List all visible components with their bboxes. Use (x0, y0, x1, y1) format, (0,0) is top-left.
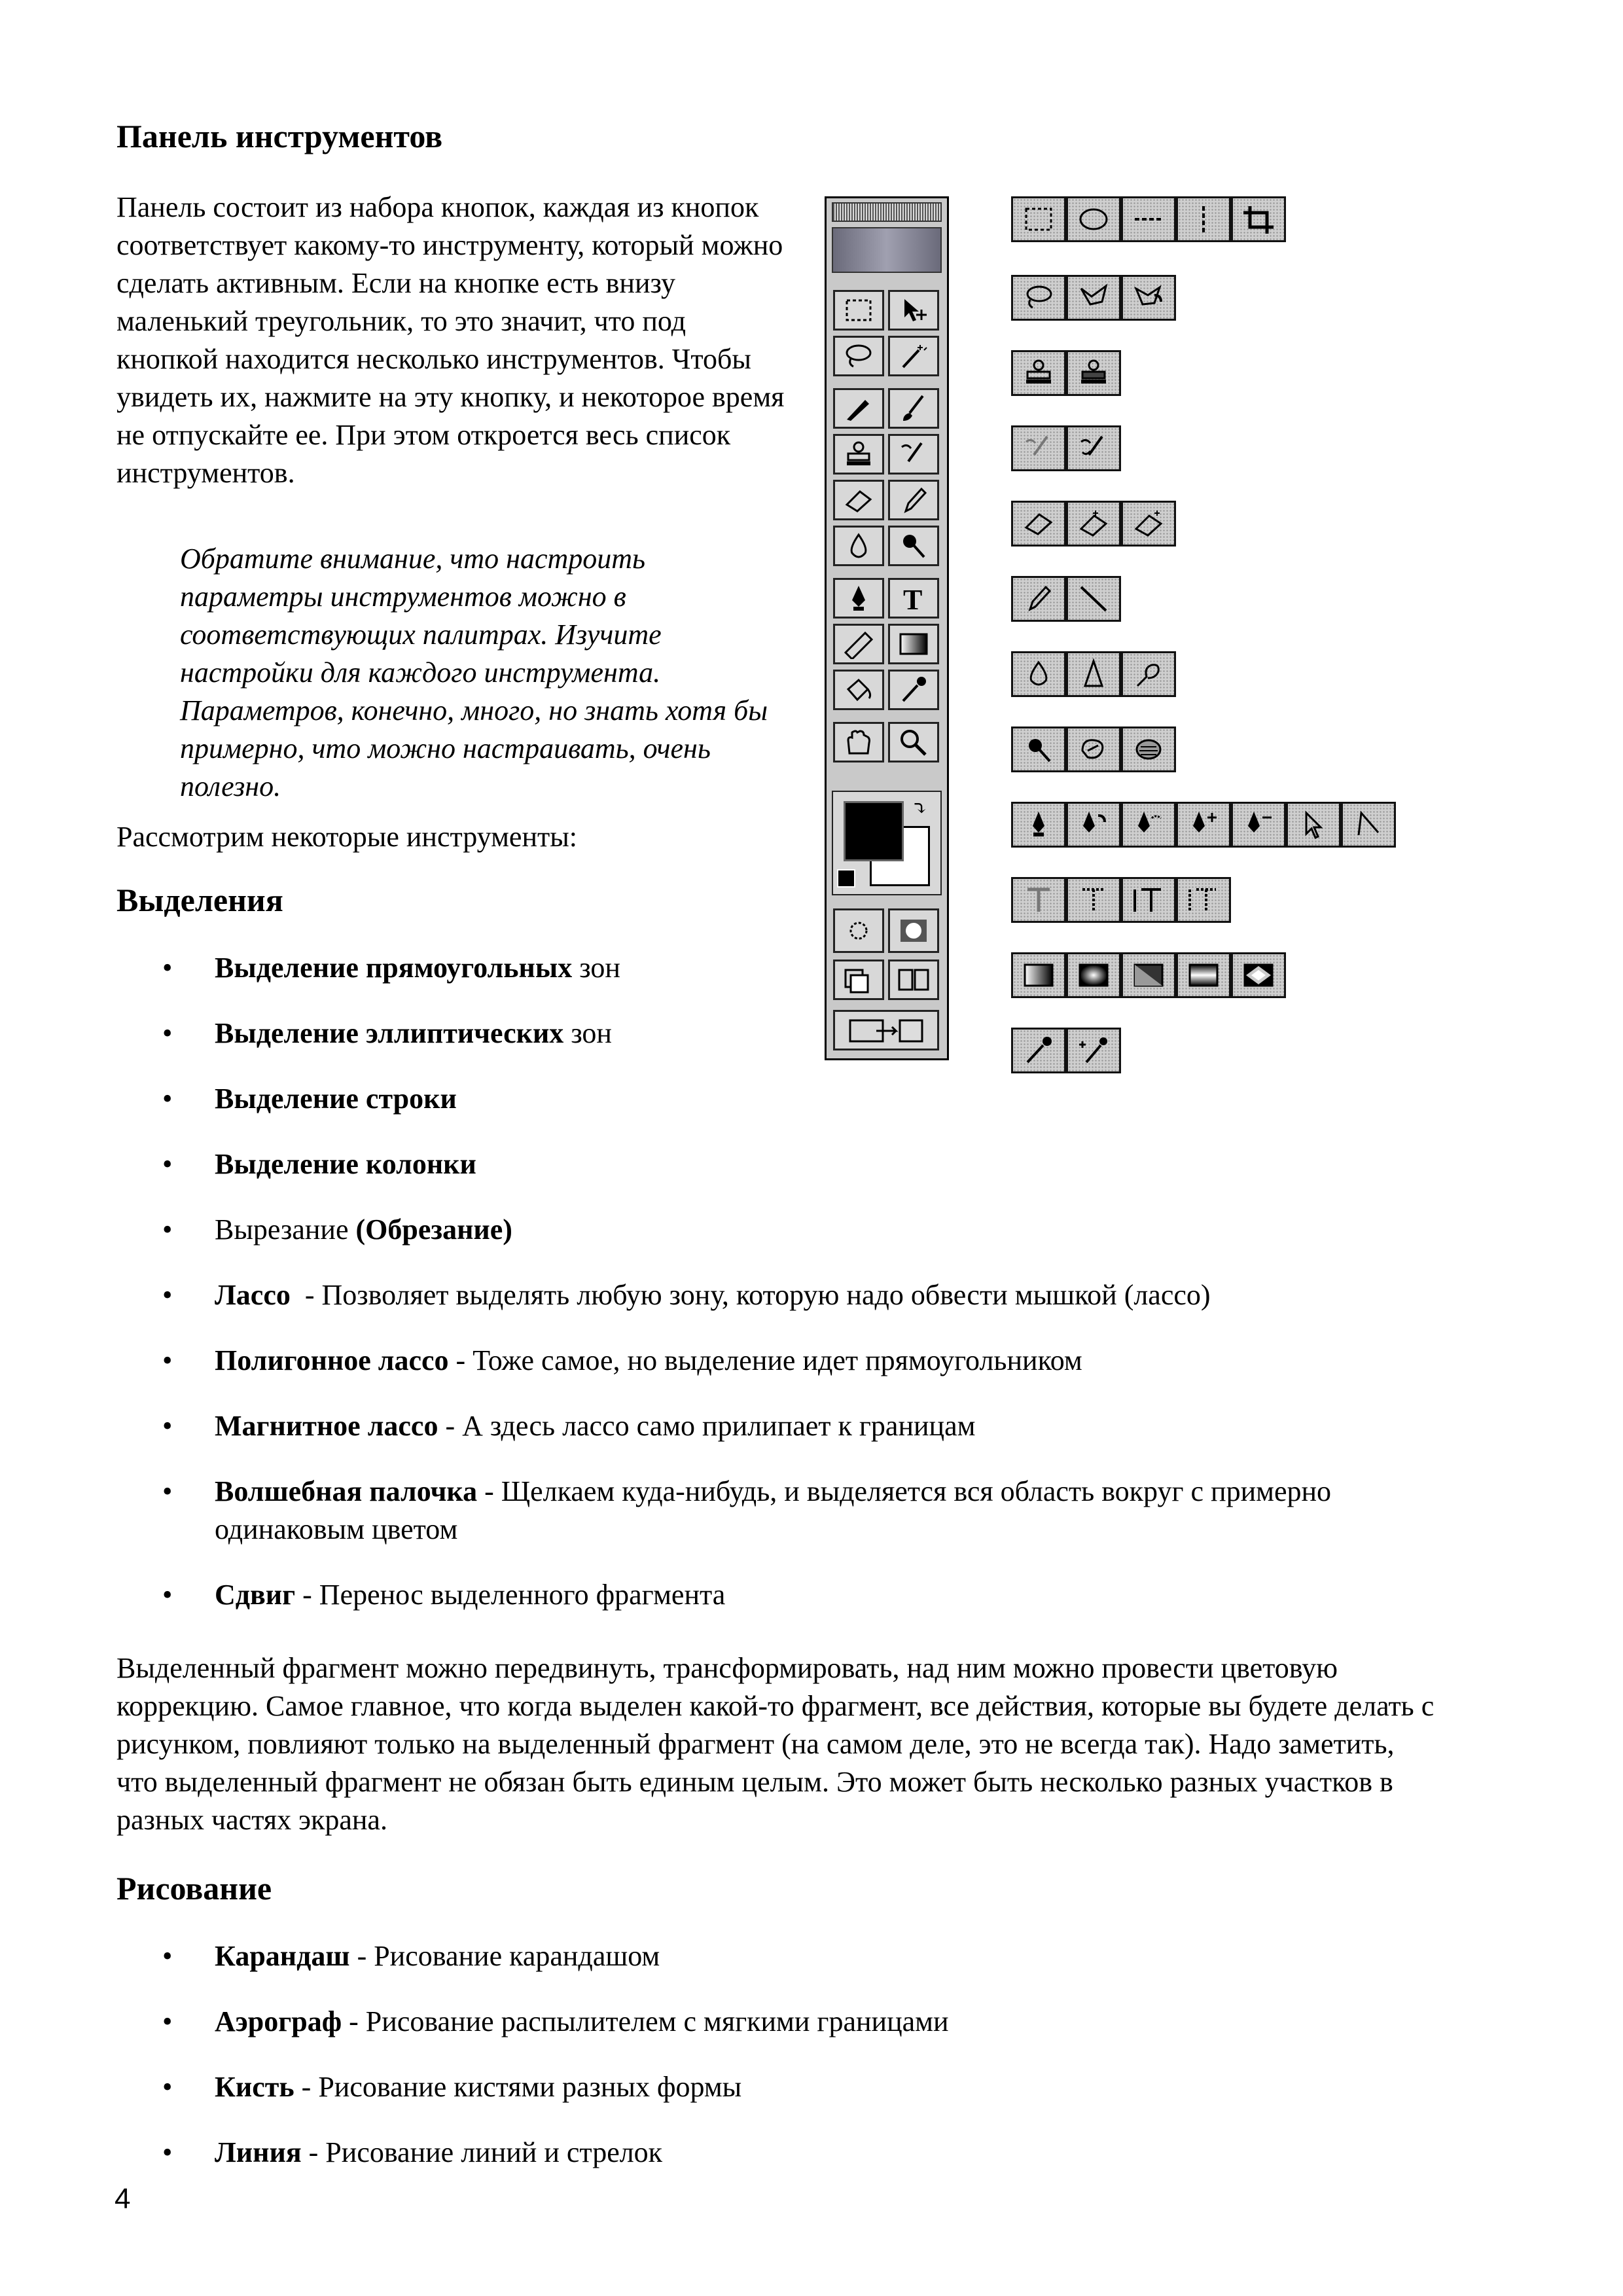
line-tool-icon (1066, 576, 1121, 622)
screen-mode-standard-icon (833, 960, 884, 1000)
pencil-tools-row (1011, 576, 1121, 622)
list-item: • Выделение эллиптических зон (116, 1014, 1452, 1052)
type-icon (888, 578, 939, 619)
marquee-icon (833, 290, 884, 331)
background-eraser-icon (1066, 501, 1121, 547)
list-item: • Лассо - Позволяет выделять любую зону, которую надо обвести мышкой (лассо) (116, 1276, 1452, 1314)
type-glyph: T (903, 584, 923, 613)
ellipse-marquee-icon (1066, 196, 1121, 242)
hand-icon (833, 722, 884, 762)
type-tool-icon (1011, 877, 1066, 923)
delete-anchor-point-icon (1231, 802, 1286, 848)
lasso-tools-row (1011, 275, 1176, 321)
eyedropper-tool-icon (1011, 1028, 1066, 1073)
freeform-pen-icon (1121, 802, 1176, 848)
stamp-tools-row (1011, 350, 1121, 396)
rubber-stamp-icon (1011, 350, 1066, 396)
vertical-type-icon (1121, 877, 1176, 923)
lasso-icon (833, 336, 884, 376)
list-item: • Сдвиг - Перенос выделенного фрагмента (116, 1576, 1452, 1614)
magic-eraser-icon (1121, 501, 1176, 547)
pencil-icon (888, 480, 939, 520)
history-brush-icon (888, 434, 939, 475)
airbrush-icon (833, 388, 884, 429)
reflected-gradient-icon (1176, 952, 1231, 998)
drawing-heading: Рисование (116, 1870, 272, 1907)
list-item: • Карандаш - Рисование карандашом (116, 1937, 949, 1975)
sponge-icon (1121, 726, 1176, 772)
toolbox-logo (832, 227, 942, 273)
page-title: Панель инструментов (116, 118, 443, 154)
linear-gradient-icon (1011, 952, 1066, 998)
toolbox-title-bar (832, 202, 942, 222)
smudge-icon (1121, 651, 1176, 697)
rect-marquee-icon (1011, 196, 1066, 242)
paint-bucket-icon (833, 670, 884, 710)
pen-icon (833, 578, 884, 619)
list-item: • Линия - Рисование линий и стрелок (116, 2134, 949, 2172)
selection-heading: Выделения (116, 882, 283, 918)
crop-icon (1231, 196, 1286, 242)
jump-to-imageready-icon (833, 1010, 939, 1050)
note-text: Обратите внимание, что настроить параметры инструментов можно в соответствующих палитрах. Изучите настройки для каждого инструмента. Параметров, конечно, много, но знать хотя бы примерно, что можно настраивать, очень полезно. (180, 543, 768, 802)
body-paragraph: Выделенный фрагмент можно передвинуть, трансформировать, над ним можно провести цветовую коррекцию. Самое главное, что когда выделен какой-то фрагмент, все действия, которые вы будете делать с рисунком, повлияют только на выделенный фрагмент (на самом деле, это не всегда так). Надо заметить, что выделенный фрагмент не обязан быть единым целым. Это может быть несколько разных участков в разных частях экрана. (116, 1652, 1435, 1836)
list-item: • Кисть - Рисование кистями разных формы (116, 2068, 949, 2106)
list-item: • Выделение колонки (116, 1145, 1452, 1183)
magnetic-pen-icon (1066, 802, 1121, 848)
angle-gradient-icon (1121, 952, 1176, 998)
brush-icon (888, 388, 939, 429)
dodge-tool-icon (1011, 726, 1066, 772)
gradient-icon (888, 624, 939, 664)
pen-tool-icon (1011, 802, 1066, 848)
vertical-type-mask-icon (1176, 877, 1231, 923)
consider-text: Рассмотрим некоторые инструменты: (116, 821, 578, 853)
drawing-list (116, 1937, 949, 2199)
art-history-brush-icon (1066, 425, 1121, 471)
pen-tools-row (1011, 802, 1396, 848)
photoshop-toolbox-image (825, 196, 949, 1060)
eraser-tool-icon (1011, 501, 1066, 547)
page-number: 4 (115, 2183, 131, 2215)
move-icon (888, 290, 939, 331)
default-colors-icon (837, 869, 855, 888)
list-item: • Полигонное лассо - Тоже самое, но выделение идет прямоугольником (116, 1342, 1452, 1380)
color-sampler-icon (1066, 1028, 1121, 1073)
column-marquee-icon (1176, 196, 1231, 242)
pattern-stamp-icon (1066, 350, 1121, 396)
stamp-icon (833, 434, 884, 475)
type-tools-row (1011, 877, 1231, 923)
sharpen-icon (1066, 651, 1121, 697)
list-item: • Выделение прямоугольных зон (116, 949, 1452, 987)
row-marquee-icon (1121, 196, 1176, 242)
history-brush-tools-row (1011, 425, 1121, 471)
magic-wand-icon (888, 336, 939, 376)
history-brush-tool-icon (1011, 425, 1066, 471)
focus-tools-row (1011, 651, 1176, 697)
lasso-tool-icon (1011, 275, 1066, 321)
measure-icon (833, 624, 884, 664)
intro-text: Панель состоит из набора кнопок, каждая из кнопок соответствует какому-то инструменту, который можно сделать активным. Если на кнопке есть внизу маленький треугольник, то это значит, что под кнопкой находится несколько инструментов. Чтобы увидеть их, нажмите на эту кнопку, и некоторое время не отпускайте ее. При этом откроется весь список инструментов. (116, 191, 785, 489)
color-swatches (832, 791, 942, 895)
eyedropper-icon (888, 670, 939, 710)
selection-list (116, 949, 1452, 1641)
type-mask-icon (1066, 877, 1121, 923)
toning-tools-row (1011, 726, 1176, 772)
diamond-gradient-icon (1231, 952, 1286, 998)
list-item: • Аэрограф - Рисование распылителем с мягкими границами (116, 2003, 949, 2041)
burn-icon (1066, 726, 1121, 772)
list-item: • Выделение строки (116, 1080, 1452, 1118)
gradient-tools-row (1011, 952, 1286, 998)
standard-mode-icon (833, 908, 884, 953)
pencil-tool-icon (1011, 576, 1066, 622)
eraser-tools-row (1011, 501, 1176, 547)
list-item: • Вырезание (Обрезание) (116, 1211, 1452, 1249)
convert-point-icon (1341, 802, 1396, 848)
zoom-icon (888, 722, 939, 762)
direct-selection-icon (1286, 802, 1341, 848)
blur-tool-icon (1011, 651, 1066, 697)
blur-icon (833, 526, 884, 566)
radial-gradient-icon (1066, 952, 1121, 998)
swap-colors-icon: ⤵ (912, 798, 929, 819)
list-item: • Волшебная палочка - Щелкаем куда-нибудь, и выделяется вся область вокруг с примерно одинаковым цветом (116, 1473, 1452, 1549)
eraser-icon (833, 480, 884, 520)
quickmask-mode-icon (888, 908, 939, 953)
screen-mode-full-icon (888, 960, 939, 1000)
polygon-lasso-icon (1066, 275, 1121, 321)
foreground-color-swatch (844, 801, 904, 861)
marquee-tools-row (1011, 196, 1286, 242)
list-item: • Магнитное лассо - А здесь лассо само прилипает к границам (116, 1407, 1452, 1445)
dodge-icon (888, 526, 939, 566)
add-anchor-point-icon (1176, 802, 1231, 848)
eyedropper-tools-row (1011, 1028, 1121, 1073)
magnetic-lasso-icon (1121, 275, 1176, 321)
